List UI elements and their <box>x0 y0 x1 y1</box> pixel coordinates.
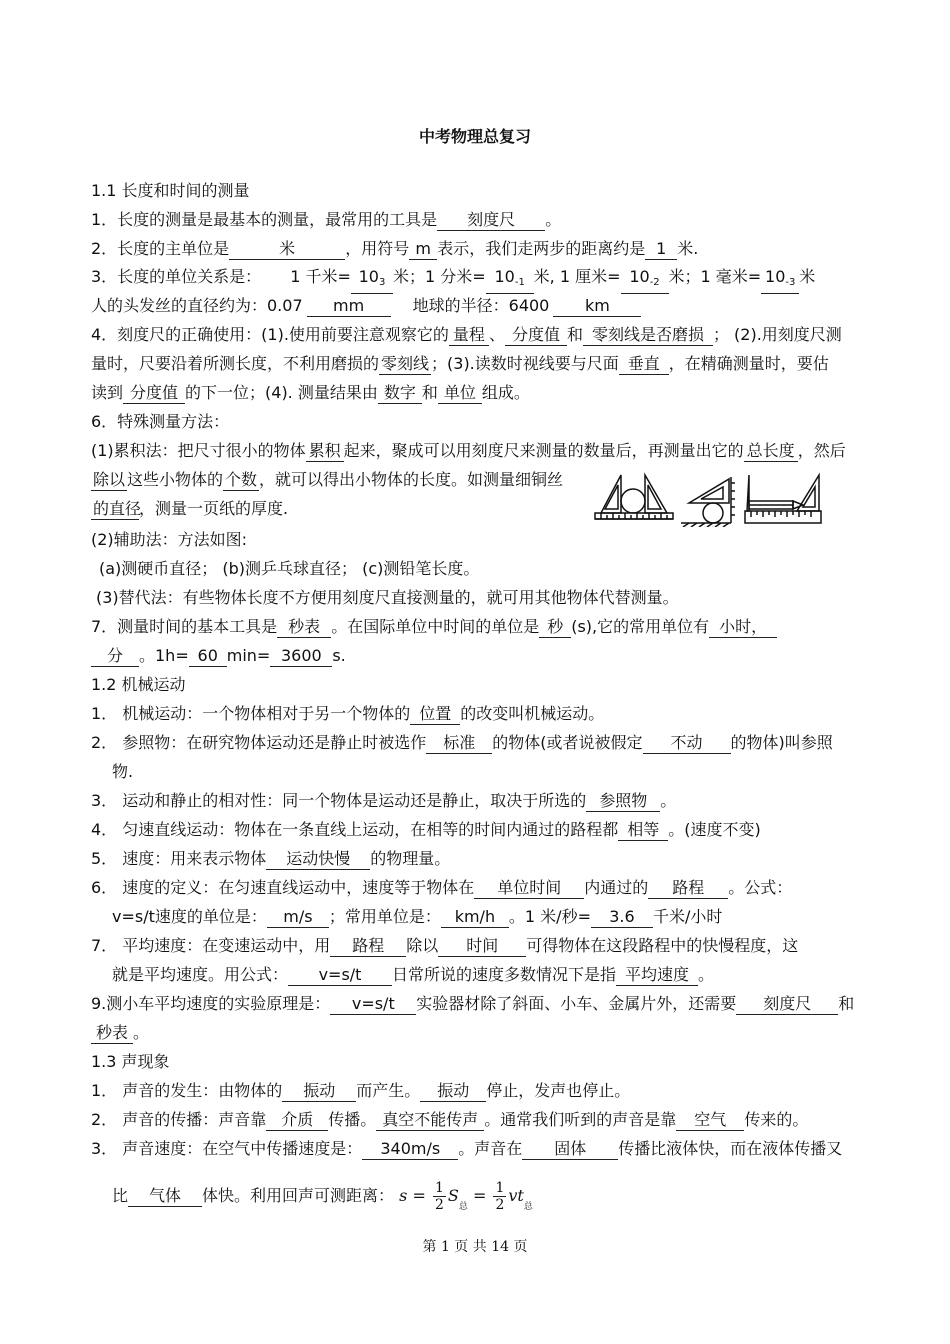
answer-blank: 标准 <box>426 733 492 754</box>
answer-blank: 位置 <box>410 704 460 725</box>
answer-blank: 个数 <box>225 470 258 489</box>
question-line: v=s/t速度的单位是： m/s ；常用单位是： km/h 。1 米/秒= 3.6 千米/小时 <box>112 907 723 926</box>
answer-blank: 平均速度 <box>616 965 698 986</box>
answer-blank: 真空不能传声 <box>376 1110 484 1131</box>
question-line: 秒表 。 <box>91 1022 149 1044</box>
question-line: (3)替代法：有些物体长度不方便用刻度尺直接测量的，就可用其他物体代替测量。 <box>96 588 679 607</box>
answer-blank: 小时， <box>709 617 777 638</box>
question-line: 比 气体 体快。利用回声可测距离： s = $\frac{1}{2}$ $S_总$ = $\frac{1}{2}$ $vt_总$ <box>112 1180 533 1213</box>
question-line: 6． 速度的定义：在匀速直线运动中，速度等于物体在 单位时间 内通过的 路程 。公式： <box>91 878 793 897</box>
question-line: 9.测小车平均速度的实验原理是： v=s/t 实验器材除了斜面、小车、金属片外，还需要 刻度尺 和 <box>91 994 855 1013</box>
section-heading-length-time: 1.1 长度和时间的测量 <box>91 181 250 200</box>
answer-blank: 秒 <box>539 617 571 638</box>
answer-blank: 路程 <box>330 936 406 957</box>
question-line: 3．长度的单位关系是： 1 千米= $10_3$ 米；1 分米= $10_{-1}$ 米, 1 厘米= $10_{-2}$ 米；1 毫米= $10_{-3}$ 米 <box>91 266 815 294</box>
answer-blank: v=s/t <box>288 965 392 986</box>
answer-blank: km <box>553 296 641 317</box>
answer-blank: $10_3$ <box>351 267 393 294</box>
question-line: 1． 声音的发生：由物体的 振动 而产生。 振动 停止，发声也停止。 <box>91 1081 631 1100</box>
answer-blank: 分度值 <box>505 325 567 346</box>
answer-blank: mm <box>307 296 391 317</box>
answer-blank: 气体 <box>128 1186 202 1207</box>
echo-distance-formula: s = $\frac{1}{2}$ $S_总$ = $\frac{1}{2}$ $vt_总$ <box>399 1180 533 1213</box>
answer-blank: 运动快慢 <box>266 849 370 870</box>
answer-blank: 零刻线是否磨损 <box>583 325 713 346</box>
question-line: (1)累积法：把尺寸很小的物体 累积 起来，聚成可以用刻度尺来测量的数量后，再测量出它的 总长度 ，然后 <box>91 441 846 460</box>
question-line: (2)辅助法：方法如图: <box>91 530 248 549</box>
question-line: 就是平均速度。用公式： v=s/t 日常所说的速度多数情况下是指 平均速度 。 <box>112 965 715 984</box>
answer-blank: 分度值 <box>123 383 185 404</box>
answer-blank: 340m/s <box>362 1139 458 1160</box>
answer-blank: 总长度 <box>744 441 798 462</box>
question-line: (a)测硬币直径； (b)测乒乓球直径； (c)测铅笔长度。 <box>99 559 480 578</box>
answer-blank: 固体 <box>522 1139 618 1160</box>
answer-blank: 秒表 <box>91 1023 133 1044</box>
answer-blank: 单位 <box>438 383 482 404</box>
question-line: 4．刻度尺的正确使用：(1).使用前要注意观察它的 量程 、 分度值 和 零刻线是否磨损 ； (2).用刻度尺测 <box>91 325 842 344</box>
question-line: 除以 这些小物体的 个数 ，就可以得出小物体的长度。如测量细铜丝 <box>93 470 564 489</box>
section-heading-mechanical-motion: 1.2 机械运动 <box>91 675 186 694</box>
answer-blank: 相等 <box>618 820 668 841</box>
answer-blank: v=s/t <box>330 994 416 1015</box>
answer-blank: $10_{-2}$ <box>621 267 669 294</box>
answer-blank: 3.6 <box>591 907 653 928</box>
answer-blank: $10_{-3}$ <box>761 267 799 294</box>
answer-blank: 米 <box>229 239 345 260</box>
answer-blank: 60 <box>189 646 227 667</box>
answer-blank: 3600 <box>270 646 332 667</box>
answer-blank: 路程 <box>648 878 728 899</box>
question-line: 3． 运动和静止的相对性：同一个物体是运动还是静止，取决于所选的 参照物 。 <box>91 791 677 810</box>
answer-blank: $10_{-1}$ <box>486 267 534 294</box>
question-line: 1． 机械运动：一个物体相对于另一个物体的 位置 的改变叫机械运动。 <box>91 704 605 723</box>
page-footer: 第 1 页 共 14 页 <box>422 1239 528 1255</box>
answer-blank: km/h <box>441 907 509 928</box>
question-line: 物. <box>112 762 134 781</box>
ball-measure-illustration <box>681 477 735 527</box>
answer-blank: 空气 <box>676 1110 744 1131</box>
answer-blank: 刻度尺 <box>736 994 838 1015</box>
question-line: 读到 分度值 的下一位；(4). 测量结果由 数字 和 单位 组成。 <box>91 383 530 402</box>
answer-blank: 数字 <box>378 383 422 404</box>
question-line: 2．长度的主单位是 米 ，用符号 m 表示，我们走两步的距离约是 1 米. <box>91 239 699 258</box>
question-line: 6．特殊测量方法： <box>91 412 230 431</box>
question-line: 分 。1h= 60 min= 3600 s. <box>91 645 346 667</box>
pencil-measure-illustration <box>745 475 821 523</box>
answer-blank: m/s <box>267 907 329 928</box>
coin-measure-illustration <box>595 475 673 519</box>
question-line: 的直径，测量一页纸的厚度. <box>93 499 289 518</box>
answer-blank: m <box>409 239 437 260</box>
question-line: 人的头发丝的直径约为：0.07 mm 地球的半径：6400 km <box>91 295 641 317</box>
answer-blank: 振动 <box>282 1081 356 1102</box>
question-line: 5． 速度：用来表示物体 运动快慢 的物理量。 <box>91 849 451 868</box>
answer-blank: 不动 <box>643 733 731 754</box>
answer-blank: 刻度尺 <box>437 210 545 231</box>
answer-blank: 1 <box>645 239 677 260</box>
answer-blank: 分 <box>91 646 139 667</box>
answer-blank: 介质 <box>266 1110 328 1131</box>
question-line: 7． 平均速度：在变速运动中，用 路程 除以 时间 可得物体在这段路程中的快慢程度，这 <box>91 936 799 955</box>
answer-blank: 除以 <box>93 470 126 489</box>
answer-blank: 零刻线 <box>381 354 430 373</box>
question-line: 量时，尺要沿着所测长度，不利用磨损的 零刻线 ；(3).读数时视线要与尺面 垂直 ，在精确测量时，要估 <box>91 354 829 373</box>
answer-blank: 振动 <box>420 1081 486 1102</box>
answer-blank: 参照物 <box>586 791 660 812</box>
question-line: 2． 声音的传播：声音靠 介质 传播。 真空不能传声 。通常我们听到的声音是靠 空气 传来的。 <box>91 1110 809 1129</box>
answer-blank: 垂直 <box>619 354 669 375</box>
answer-blank: 时间 <box>438 936 526 957</box>
question-line: 7．测量时间的基本工具是 秒表 。在国际单位中时间的单位是 秒 (s),它的常用单位有 小时， <box>91 616 777 638</box>
answer-blank: 量程 <box>449 325 489 346</box>
answer-blank: 累积 <box>306 441 344 462</box>
question-line: 2． 参照物：在研究物体运动还是静止时被选作 标准 的物体(或者说被假定 不动 的物体)叫参照 <box>91 733 833 752</box>
measurement-methods-figure <box>593 467 825 531</box>
answer-blank: 单位时间 <box>474 878 584 899</box>
section-heading-sound: 1.3 声现象 <box>91 1052 170 1071</box>
question-line: 3． 声音速度：在空气中传播速度是： 340m/s 。声音在 固体 传播比液体快，而在液体传播又 <box>91 1139 843 1158</box>
answer-blank: 秒表 <box>277 617 331 638</box>
question-line: 4． 匀速直线运动：物体在一条直线上运动，在相等的时间内通过的路程都 相等 。(速度不变) <box>91 820 761 839</box>
question-line: 1．长度的测量是最基本的测量，最常用的工具是 刻度尺 。 <box>91 210 562 229</box>
answer-blank: 的直径 <box>93 499 142 518</box>
page-title: 中考物理总复习 <box>418 127 531 146</box>
